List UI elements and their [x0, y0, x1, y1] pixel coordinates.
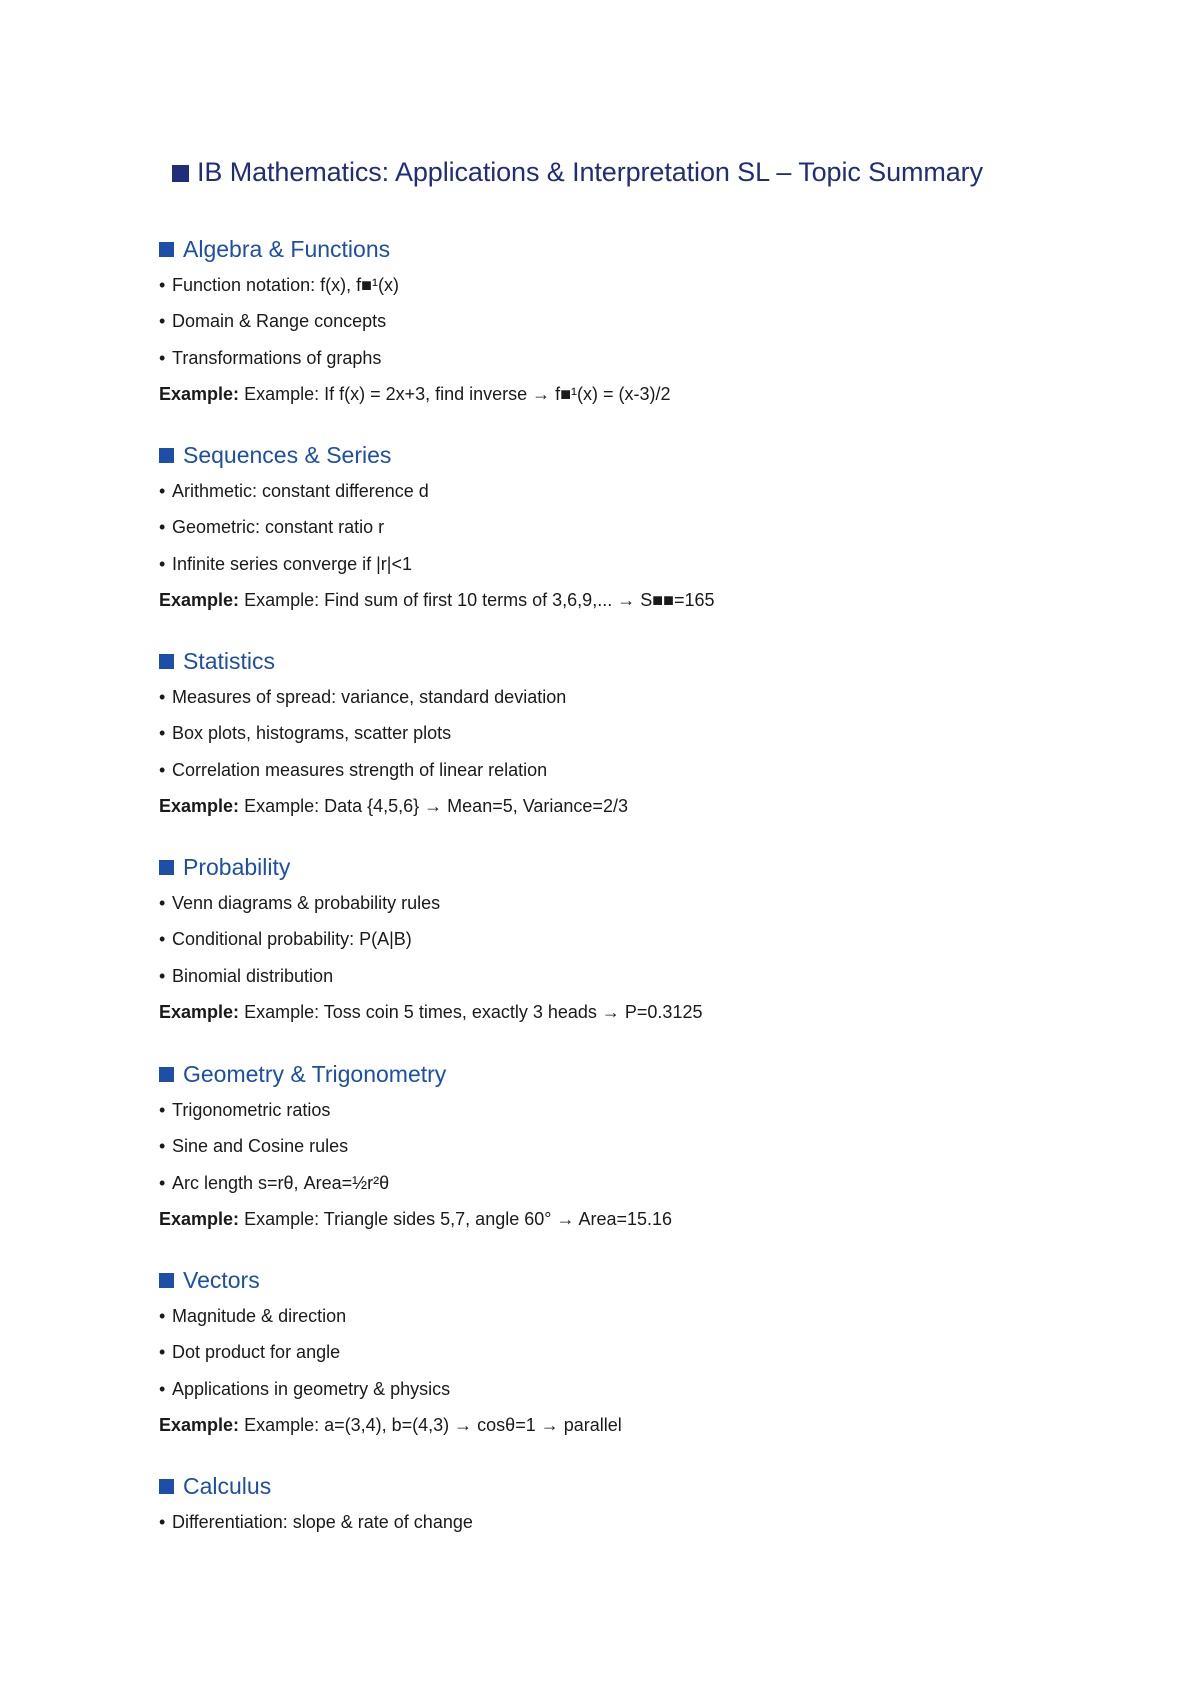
bullet-icon: •: [159, 1512, 166, 1532]
bullet-list: [159, 1504, 473, 1540]
bullet-list: [159, 885, 702, 994]
list-item: [159, 885, 702, 921]
example-label: Example:: [159, 1209, 240, 1230]
section-heading-text: Probability: [183, 854, 291, 880]
square-bullet-icon: [159, 654, 174, 669]
square-bullet-icon: [172, 165, 189, 182]
section-heading: [159, 1468, 473, 1504]
section-algebra-functions: [159, 231, 671, 413]
bullet-icon: •: [159, 893, 166, 913]
bullet-icon: •: [159, 759, 166, 780]
example-text: Example: Find sum of first 10 terms of 3,6,9,... → S■■=165: [244, 590, 715, 611]
list-item-text: Transformations of graphs: [172, 347, 382, 368]
bullet-icon: •: [159, 723, 166, 744]
section-probability: [159, 849, 702, 1031]
list-item-text: Magnitude & direction: [172, 1306, 347, 1326]
list-item: [159, 921, 702, 957]
section-heading-text: Geometry & Trigonometry: [183, 1061, 447, 1087]
bullet-list: [159, 1298, 622, 1407]
bullet-icon: •: [159, 553, 166, 574]
bullet-list: [159, 679, 628, 788]
list-item-text: Function notation: f(x), f■¹(x): [172, 275, 399, 295]
example-label: Example:: [159, 1415, 240, 1436]
list-item-text: Arc length s=rθ, Area=½r²θ: [172, 1172, 390, 1193]
list-item: [159, 1334, 622, 1370]
section-heading: [159, 849, 702, 885]
example-label: Example:: [159, 590, 240, 611]
list-item-text: Infinite series converge if |r|<1: [172, 553, 412, 574]
bullet-icon: •: [159, 1342, 166, 1363]
section-sequences-series: [159, 437, 715, 619]
example-label: Example:: [159, 796, 240, 817]
list-item: [159, 546, 715, 582]
section-heading: [159, 643, 628, 679]
square-bullet-icon: [159, 448, 174, 463]
bullet-icon: •: [159, 929, 166, 950]
section-vectors: [159, 1262, 622, 1444]
list-item: [159, 1165, 672, 1201]
page-title-text: IB Mathematics: Applications & Interpretation SL – Topic Summary: [197, 157, 983, 187]
list-item-text: Conditional probability: P(A|B): [172, 929, 412, 950]
example-line: [159, 1201, 672, 1237]
example-line: [159, 788, 628, 824]
square-bullet-icon: [159, 1479, 174, 1494]
list-item-text: Arithmetic: constant difference d: [172, 481, 429, 501]
example-line: [159, 994, 702, 1030]
list-item: [159, 1371, 622, 1407]
section-heading-text: Statistics: [183, 648, 276, 674]
bullet-icon: •: [159, 517, 166, 538]
section-geometry-trigonometry: [159, 1056, 672, 1238]
example-text: Example: Triangle sides 5,7, angle 60° → Area=15.16: [244, 1209, 673, 1230]
section-heading: [159, 1056, 672, 1092]
list-item: [159, 1504, 473, 1540]
list-item: [159, 752, 628, 788]
section-statistics: [159, 643, 628, 825]
list-item: [159, 1128, 672, 1164]
section-heading-text: Vectors: [183, 1267, 260, 1293]
list-item-text: Venn diagrams & probability rules: [172, 893, 441, 913]
bullet-icon: •: [159, 965, 166, 986]
bullet-list: [159, 473, 715, 582]
example-text: Example: Toss coin 5 times, exactly 3 heads → P=0.3125: [244, 1002, 703, 1023]
section-heading: [159, 231, 671, 267]
example-line: [159, 1407, 622, 1443]
example-line: [159, 582, 715, 618]
list-item-text: Domain & Range concepts: [172, 311, 387, 332]
bullet-icon: •: [159, 1172, 166, 1193]
list-item-text: Trigonometric ratios: [172, 1100, 331, 1120]
section-calculus: [159, 1468, 473, 1540]
section-heading: [159, 1262, 622, 1298]
square-bullet-icon: [159, 1273, 174, 1288]
list-item: [159, 1298, 622, 1334]
list-item: [159, 679, 628, 715]
list-item-text: Box plots, histograms, scatter plots: [172, 723, 452, 744]
page-title: [172, 157, 983, 188]
square-bullet-icon: [159, 1067, 174, 1082]
section-heading-text: Algebra & Functions: [183, 236, 391, 262]
list-item: [159, 303, 671, 339]
list-item-text: Differentiation: slope & rate of change: [172, 1512, 473, 1532]
list-item-text: Correlation measures strength of linear relation: [172, 759, 548, 780]
section-heading: [159, 437, 715, 473]
list-item-text: Applications in geometry & physics: [172, 1378, 451, 1399]
bullet-list: [159, 267, 671, 376]
bullet-icon: •: [159, 311, 166, 332]
example-line: [159, 376, 671, 412]
list-item-text: Sine and Cosine rules: [172, 1136, 349, 1157]
section-heading-text: Calculus: [183, 1473, 272, 1499]
example-label: Example:: [159, 384, 240, 405]
bullet-icon: •: [159, 1136, 166, 1157]
example-text: Example: If f(x) = 2x+3, find inverse → f■¹(x) = (x-3)/2: [244, 384, 671, 405]
list-item: [159, 340, 671, 376]
example-text: Example: a=(3,4), b=(4,3) → cosθ=1 → parallel: [244, 1415, 622, 1436]
example-label: Example:: [159, 1002, 240, 1023]
list-item: [159, 715, 628, 751]
bullet-icon: •: [159, 481, 166, 501]
list-item: [159, 473, 715, 509]
bullet-icon: •: [159, 1100, 166, 1120]
list-item-text: Dot product for angle: [172, 1342, 341, 1363]
list-item: [159, 958, 702, 994]
list-item: [159, 509, 715, 545]
bullet-icon: •: [159, 275, 166, 295]
list-item-text: Geometric: constant ratio r: [172, 517, 385, 538]
square-bullet-icon: [159, 860, 174, 875]
section-heading-text: Sequences & Series: [183, 442, 392, 468]
list-item: [159, 267, 671, 303]
bullet-icon: •: [159, 687, 166, 707]
list-item-text: Measures of spread: variance, standard deviation: [172, 687, 567, 707]
example-text: Example: Data {4,5,6} → Mean=5, Variance=2/3: [244, 796, 628, 817]
list-item-text: Binomial distribution: [172, 965, 334, 986]
bullet-icon: •: [159, 1306, 166, 1326]
bullet-list: [159, 1092, 672, 1201]
square-bullet-icon: [159, 242, 174, 257]
bullet-icon: •: [159, 1378, 166, 1399]
list-item: [159, 1092, 672, 1128]
bullet-icon: •: [159, 347, 166, 368]
